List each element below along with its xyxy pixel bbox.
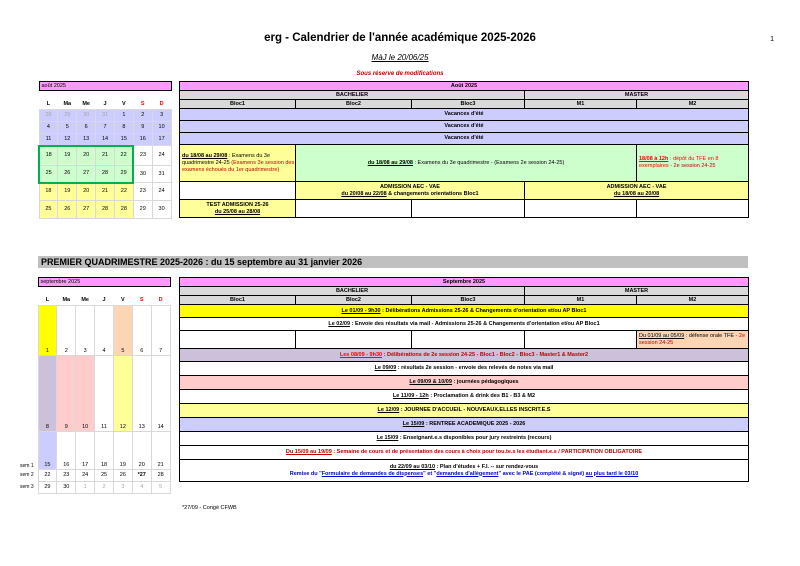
day-cell: 15 bbox=[38, 432, 57, 470]
test-admission-cell bbox=[180, 200, 296, 218]
section-title: PREMIER QUADRIMESTRE 2025-2026 : du 15 septembre au 31 janvier 2026 bbox=[38, 256, 748, 268]
reserve-note: Sous réserve de modifications bbox=[356, 71, 444, 77]
day-cell: 7 bbox=[96, 122, 115, 134]
col-m2: M2 bbox=[637, 296, 749, 305]
day-cell: 24 bbox=[76, 470, 95, 482]
defense-note: - 2e session 24-25 bbox=[639, 332, 746, 346]
event-text: : Enseignant.e.s disponibles pour jury restreints (recours) bbox=[398, 435, 552, 441]
event-date: du 22/09 au 03/10 bbox=[389, 463, 435, 470]
event-text: : journées pédagogiques bbox=[451, 379, 519, 385]
event-text: : Plan d'études + F.I. -- sur rendez-vous bbox=[435, 463, 539, 470]
day-cell: 31 bbox=[152, 166, 171, 183]
day-header: J bbox=[102, 297, 106, 304]
day-cell: 1 bbox=[114, 110, 133, 122]
week-label: sem 2 bbox=[20, 472, 34, 478]
day-header: Me bbox=[82, 101, 90, 108]
day-cell: 23 bbox=[133, 146, 152, 166]
day-cell: 20 bbox=[77, 146, 96, 166]
day-cell: 2 bbox=[133, 110, 152, 122]
exam-mid-date: du 18/08 au 29/08 bbox=[367, 159, 413, 166]
day-cell: 16 bbox=[133, 134, 152, 146]
day-cell: 3 bbox=[152, 110, 171, 122]
day-cell: 29 bbox=[38, 482, 57, 494]
vacation-row: Vacances d'été bbox=[180, 133, 749, 145]
defense-date: Du 01/09 au 05/09 bbox=[639, 332, 685, 339]
day-cell: 1 bbox=[38, 306, 57, 356]
day-cell: 23 bbox=[57, 470, 76, 482]
event-row bbox=[180, 432, 749, 446]
day-cell: 25 bbox=[95, 470, 114, 482]
event-row bbox=[180, 418, 749, 432]
event-row bbox=[180, 318, 749, 331]
dispense-text: " avec le PAE (complété & signé) bbox=[498, 470, 586, 477]
day-cell: 30 bbox=[57, 482, 76, 494]
day-cell: 7 bbox=[151, 306, 170, 356]
day-cell: 9 bbox=[133, 122, 152, 134]
event-text: : JOURNEE D'ACCUEIL - NOUVEAUX.ELLES INSCRIT.E.S bbox=[399, 407, 551, 413]
day-cell: 26 bbox=[113, 470, 132, 482]
day-cell: 25 bbox=[39, 201, 58, 219]
event-text: : Délibérations de 2e session 24-25 - Bloc1 - Bloc2 - Bloc3 - Master1 & Master2 bbox=[382, 351, 589, 358]
day-cell: 26 bbox=[58, 166, 77, 183]
day-cell: 31 bbox=[96, 110, 115, 122]
exam-bloc1-note: (Examens 3e session des examens échoués du 1er quadrimestre) bbox=[182, 159, 295, 173]
bachelier-header: BACHELIER bbox=[180, 91, 525, 100]
day-cell: 17 bbox=[152, 134, 171, 146]
day-header: J bbox=[103, 101, 107, 108]
test-admission-date: du 25/08 au 28/08 bbox=[214, 208, 261, 215]
day-cell: 14 bbox=[96, 134, 115, 146]
event-date: Le 09/09 bbox=[374, 365, 397, 371]
col-m1: M1 bbox=[525, 100, 637, 109]
day-cell: 13 bbox=[132, 356, 151, 432]
day-header: S bbox=[139, 297, 144, 304]
day-cell: 2 bbox=[57, 306, 76, 356]
col-bloc1: Bloc1 bbox=[180, 100, 296, 109]
defense-m2-cell bbox=[637, 331, 749, 349]
day-cell: *27 bbox=[132, 470, 151, 482]
event-text: : résultats 2e session - envoie des relevés de notes via mail bbox=[396, 365, 554, 371]
september-cal-title: septembre 2025 bbox=[38, 278, 170, 287]
allegement-link[interactable]: demandes d'allègement bbox=[436, 470, 499, 477]
col-m1: M1 bbox=[525, 296, 637, 305]
day-cell: 27 bbox=[77, 166, 96, 183]
event-text: : Proclamation & drink des B1 - B3 & M2 bbox=[428, 393, 536, 399]
day-header: D bbox=[159, 101, 164, 108]
exam-bloc1-text: : Examens du 3e quadrimestre 24-25 bbox=[182, 152, 271, 166]
admission-bachelier-text: & changements orientations Bloc1 bbox=[386, 190, 479, 197]
day-cell: 20 bbox=[132, 432, 151, 470]
day-cell: 12 bbox=[58, 134, 77, 146]
col-bloc3: Bloc3 bbox=[412, 296, 525, 305]
day-cell: 4 bbox=[132, 482, 151, 494]
exam-m2-note: - 2e session 24-25 bbox=[668, 163, 716, 169]
day-cell: 29 bbox=[114, 166, 133, 183]
day-cell: 11 bbox=[39, 134, 58, 146]
day-cell: 6 bbox=[77, 122, 96, 134]
day-cell: 22 bbox=[38, 470, 57, 482]
vacation-row: Vacances d'été bbox=[180, 109, 749, 121]
day-cell: 25 bbox=[39, 166, 58, 183]
event-text: : Délibérations Admissions 25-26 & Changements d'orientation et/ou AP Bloc1 bbox=[380, 307, 587, 314]
admission-bachelier-cell bbox=[296, 182, 525, 200]
deadline-text: au plus tard le 03/10 bbox=[585, 470, 639, 477]
day-header: L bbox=[46, 101, 51, 108]
day-cell: 23 bbox=[133, 183, 152, 201]
event-row bbox=[180, 305, 749, 318]
day-cell: 19 bbox=[58, 146, 77, 166]
admission-bachelier-date: du 20/08 au 22/08 bbox=[341, 190, 387, 197]
day-cell: 14 bbox=[151, 356, 170, 432]
col-bloc2: Bloc2 bbox=[296, 296, 412, 305]
day-cell: 4 bbox=[95, 306, 114, 356]
day-cell: 1 bbox=[76, 482, 95, 494]
dispense-form-link[interactable]: Formulaire de demandes de dispenses bbox=[321, 470, 424, 477]
defense-text: : défense orale TFE bbox=[684, 332, 734, 339]
day-header: S bbox=[140, 101, 145, 108]
event-date: Le 15/09 bbox=[402, 421, 425, 427]
day-cell: 9 bbox=[57, 356, 76, 432]
day-cell: 26 bbox=[58, 201, 77, 219]
day-cell: 10 bbox=[76, 356, 95, 432]
col-bloc1: Bloc1 bbox=[180, 296, 296, 305]
admission-master-title: ADMISSION AEC - VAE bbox=[606, 183, 667, 190]
day-cell: 3 bbox=[76, 306, 95, 356]
exam-bloc1-date: du 18/08 au 29/08 bbox=[182, 152, 228, 159]
admission-bachelier-title: ADMISSION AEC - VAE bbox=[380, 183, 440, 190]
event-text: : RENTREE ACADEMIQUE 2025 - 2026 bbox=[424, 421, 526, 427]
event-date: Le 02/09 bbox=[328, 320, 351, 327]
day-cell: 6 bbox=[132, 306, 151, 356]
day-cell: 19 bbox=[58, 183, 77, 201]
august-calendar bbox=[38, 81, 172, 219]
day-cell: 28 bbox=[39, 110, 58, 122]
event-date: Le 01/09 - 9h30 bbox=[341, 307, 381, 314]
master-header: MASTER bbox=[525, 287, 749, 296]
event-row bbox=[180, 404, 749, 418]
august-month-header: Août 2025 bbox=[180, 82, 749, 91]
day-cell: 21 bbox=[96, 183, 115, 201]
september-month-header: Septembre 2025 bbox=[180, 278, 749, 287]
day-cell: 4 bbox=[39, 122, 58, 134]
day-cell: 11 bbox=[95, 356, 114, 432]
day-cell: 2 bbox=[95, 482, 114, 494]
day-cell: 21 bbox=[96, 146, 115, 166]
day-cell: 5 bbox=[58, 122, 77, 134]
test-admission-title: TEST ADMISSION 25-26 bbox=[206, 201, 269, 208]
day-header: D bbox=[158, 297, 163, 304]
september-schedule bbox=[179, 277, 749, 482]
event-date: Le 09/09 & 10/09 bbox=[409, 379, 452, 385]
exam-mid-text: : Examens du 3e quadrimestre - (Examens 2e session 24-25) bbox=[412, 159, 565, 166]
august-cal-title: août 2025 bbox=[39, 82, 171, 91]
bachelier-header: BACHELIER bbox=[180, 287, 525, 296]
day-cell: 10 bbox=[152, 122, 171, 134]
event-row bbox=[180, 376, 749, 390]
day-cell: 29 bbox=[58, 110, 77, 122]
admission-master-date: du 18/08 au 20/08 bbox=[613, 190, 660, 197]
page-number: 1 bbox=[770, 36, 774, 43]
page-title: erg - Calendrier de l'année académique 2025-2026 bbox=[264, 32, 536, 44]
august-schedule bbox=[179, 81, 749, 218]
day-cell: 18 bbox=[39, 183, 58, 201]
event-text: : Semaine de cours et de présentation des cours à choix pour tou.te.s les étudiant.e.s / PARTICIPATION OBLIGATOIRE bbox=[331, 449, 643, 455]
event-date: Le 11/09 - 12h bbox=[392, 393, 429, 399]
day-cell: 22 bbox=[114, 146, 133, 166]
event-row bbox=[180, 362, 749, 376]
day-cell: 24 bbox=[152, 146, 171, 166]
day-cell: 5 bbox=[113, 306, 132, 356]
day-cell: 28 bbox=[96, 166, 115, 183]
day-cell: 29 bbox=[133, 201, 152, 219]
day-cell: 28 bbox=[151, 470, 170, 482]
col-m2: M2 bbox=[637, 100, 749, 109]
exam-mid-cell bbox=[296, 145, 637, 182]
footnote: *27/09 - Congé CFWB bbox=[182, 505, 237, 511]
vacation-row: Vacances d'été bbox=[180, 121, 749, 133]
day-cell: 21 bbox=[151, 432, 170, 470]
event-row bbox=[180, 460, 749, 482]
exam-m2-text: : dépôt du TFE en 8 exemplaires bbox=[639, 156, 719, 169]
day-cell: 8 bbox=[38, 356, 57, 432]
day-cell: 24 bbox=[152, 183, 171, 201]
event-row bbox=[180, 446, 749, 460]
event-row bbox=[180, 390, 749, 404]
col-bloc3: Bloc3 bbox=[412, 100, 525, 109]
day-cell: 17 bbox=[76, 432, 95, 470]
exam-m2-cell bbox=[637, 145, 749, 182]
day-header: L bbox=[45, 297, 50, 304]
day-cell: 30 bbox=[152, 201, 171, 219]
exam-bloc1-cell bbox=[180, 145, 296, 182]
day-cell: 8 bbox=[114, 122, 133, 134]
day-cell: 28 bbox=[96, 201, 115, 219]
event-date: Le 15/09 bbox=[376, 435, 399, 441]
day-cell: 22 bbox=[114, 183, 133, 201]
day-cell: 27 bbox=[77, 201, 96, 219]
dispense-text: Remise du " bbox=[289, 470, 322, 477]
day-header: Ma bbox=[62, 297, 71, 304]
day-cell: 30 bbox=[133, 166, 152, 183]
day-header: V bbox=[121, 297, 125, 304]
event-date: Le 12/09 bbox=[377, 407, 400, 413]
day-cell: 15 bbox=[114, 134, 133, 146]
event-row bbox=[180, 349, 749, 362]
dispense-text: " et " bbox=[423, 470, 437, 477]
exam-m2-date: 18/08 à 12h bbox=[639, 156, 669, 162]
admission-master-cell bbox=[525, 182, 749, 200]
day-cell: 3 bbox=[113, 482, 132, 494]
day-header: Ma bbox=[63, 101, 72, 108]
day-cell: 30 bbox=[77, 110, 96, 122]
col-bloc2: Bloc2 bbox=[296, 100, 412, 109]
event-date: Les 08/09 - 9h30 bbox=[339, 351, 383, 358]
week-label: sem 3 bbox=[20, 484, 34, 490]
week-label: sem 1 bbox=[20, 462, 34, 469]
day-cell: 13 bbox=[77, 134, 96, 146]
day-cell: 28 bbox=[114, 201, 133, 219]
september-calendar bbox=[20, 277, 171, 494]
day-cell: 5 bbox=[151, 482, 170, 494]
day-cell: 12 bbox=[113, 356, 132, 432]
day-header: Me bbox=[81, 297, 89, 304]
event-date: Du 15/09 au 19/09 bbox=[285, 449, 332, 455]
day-cell: 19 bbox=[113, 432, 132, 470]
update-date: MàJ le 20/06/25 bbox=[371, 53, 429, 62]
day-cell: 18 bbox=[95, 432, 114, 470]
day-header: V bbox=[122, 101, 126, 108]
day-cell: 16 bbox=[57, 432, 76, 470]
event-text: : Envoie des résultats via mail - Admissions 25-26 & Changements d'orientation et/ou AP Bloc1 bbox=[350, 320, 600, 327]
master-header: MASTER bbox=[525, 91, 749, 100]
day-cell: 20 bbox=[77, 183, 96, 201]
day-cell: 18 bbox=[39, 146, 58, 166]
